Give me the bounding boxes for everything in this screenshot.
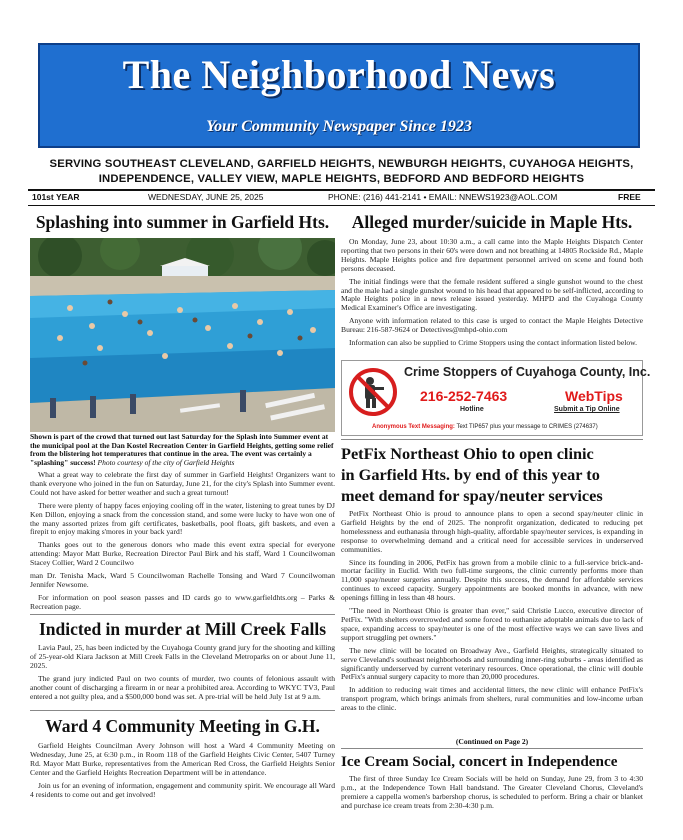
murder-suicide-article-body xyxy=(341,238,643,352)
ice-cream-article-body xyxy=(341,775,643,815)
petfix-headline-line-2: in Garfield Hts. by end of this year to xyxy=(341,465,600,484)
crime-stoppers-ad xyxy=(341,360,651,436)
petfix-paragraph-2: Since its founding in 2006, PetFix has grown from a mobile clinic to a full-service brick-and-mortar facility in Euclid. With two full-time surgeons, the clinic currently performs more than 11,000 spay/neuter surgeries annually. Despite this success, the demand for affordable services continues to exceed capacity. Surgery appointments are booked months in advance, with new openings filling in less than 48 hours. xyxy=(341,557,643,603)
crime-stoppers-title: Crime Stoppers of Cuyahoga County, Inc. xyxy=(404,365,651,379)
issue-date: WEDNESDAY, JUNE 25, 2025 xyxy=(148,192,264,202)
petfix-article-body xyxy=(341,510,643,717)
right-divider-2 xyxy=(341,748,643,749)
indicted-article-body xyxy=(30,644,335,705)
splash-article-body xyxy=(30,471,335,616)
coverage-line-1: SERVING SOUTHEAST CLEVELAND, GARFIELD HEIGHTS, NEWBURGH HEIGHTS, CUYAHOGA HEIGHTS, xyxy=(49,158,634,170)
splash-headline: Splashing into summer in Garfield Hts. xyxy=(35,212,330,232)
text-tip-body: Text TIP657 plus your message to CRIMES (274637) xyxy=(456,424,598,430)
masthead-tagline: Your Community Newspaper Since 1923 xyxy=(206,118,472,135)
murder-suicide-paragraph-1: On Monday, June 23, about 10:30 a.m., a call came into the Maple Heights Dispatch Center reporting that two persons in their 60's were down and not breathing at 14805 Rockside Rd., Maple Heights. Maple Heights police and fire department personnel arrived on scene and found both persons deceased. xyxy=(341,237,643,273)
indicted-headline: Indicted in murder at Mill Creek Falls xyxy=(38,619,327,639)
submit-tip-link[interactable]: Submit a Tip Online xyxy=(554,406,620,413)
petfix-paragraph-4: The new clinic will be located on Broadway Ave., Garfield Heights, strategically situated to serve Cleveland's southeast neighborhoods and surrounding inner-ring suburbs - areas identified as significantly underserved by current veterinary resources. Once operational, the clinic will double PetFix's annual surgery capacity to more than 20,000 procedures. xyxy=(341,645,643,682)
coverage-line-2: INDEPENDENCE, VALLEY VIEW, MAPLE HEIGHTS, BEDFORD AND BEDFORD HEIGHTS xyxy=(98,173,585,185)
photo-caption xyxy=(30,433,335,467)
info-bar-bottom-rule xyxy=(28,205,655,206)
ward4-headline: Ward 4 Community Meeting in G.H. xyxy=(45,716,320,736)
year-label: 101st YEAR xyxy=(32,192,80,202)
crime-stoppers-phone: 216-252-7463 xyxy=(420,388,508,404)
murder-suicide-paragraph-3: Anyone with information related to this case is urged to contact the Maple Heights Detective Bureau: 216-587-9624 or Detectives@mhpd-ohio.com xyxy=(341,316,643,335)
pool-photo xyxy=(30,238,335,432)
murder-suicide-paragraph-4: Information can also be supplied to Crime Stoppers using the contact information listed below. xyxy=(349,338,638,348)
petfix-paragraph-1: PetFix Northeast Ohio is proud to announce plans to open a second spay/neuter clinic in Garfield Heights by the end of 2025. The nonprofit organization, dedicated to reducing pet homelessness and euthanasia through high-quality, affordable spay/neuter services, is expanding in response to overwhelming demand and a critical need for accessible services in underserved communities. xyxy=(341,509,643,554)
continued-on-page-2: (Continued on Page 2) xyxy=(455,737,529,746)
left-divider-1 xyxy=(30,614,335,615)
photo-credit: Photo courtesy of the city of Garfield Heights xyxy=(97,457,235,467)
petfix-paragraph-3: "The need in Northeast Ohio is greater than ever," said Christie Lucco, executive director of PetFix. "With shelters overcrowded and some forced to euthanize adoptable animals due to lack of space, expanding access to spay/neuter is one of the most effective ways we can save lives and support struggling pet owners." xyxy=(341,606,643,642)
price-label: FREE xyxy=(618,192,641,202)
murder-suicide-paragraph-2: The initial findings were that the female resident suffered a single gunshot wound to the chest and the male had a single gunshot wound to his head that appeared to be self-inflicted, according to Maple Heights police in a news release issued yesterday. MHPD and the Cuyahoga County Medical Examiner's Office are investigating. xyxy=(341,276,643,313)
petfix-headline-line-3: meet demand for spay/neuter services xyxy=(341,486,603,505)
webtips-label: WebTips xyxy=(565,388,623,404)
masthead xyxy=(38,43,640,148)
ice-cream-headline: Ice Cream Social, concert in Independence xyxy=(341,753,618,770)
petfix-headline xyxy=(341,443,643,506)
photo-caption-text: Shown is part of the crowd that turned out last Saturday for the Splash into Summer event at the municipal pool at the Dan Kostel Recreation Center in Garfield Heights, getting some relief from the blistering hot temperatures that continue in the area. The event was certainly a "splashing" success! xyxy=(30,432,334,467)
contact-info: PHONE: (216) 441-2141 • EMAIL: NNEWS1923@AOL.COM xyxy=(328,192,558,202)
splash-paragraph-5: For information on pool season passes and ID cards go to www.garfieldhts.org – Parks & Recreation page. xyxy=(30,592,335,611)
murder-suicide-headline: Alleged murder/suicide in Maple Hts. xyxy=(351,212,633,232)
left-divider-2 xyxy=(30,710,335,711)
indicted-paragraph-2: The grand jury indicted Paul on two counts of murder, two counts of felonious assault with another count of discharging a firearm in or near a prohibited area. According to WKYC TV3, Paul entered a not guilty plea, and a $500,000 bond was set. A pre-trial will be held July 1st at 9 a.m. xyxy=(30,673,335,701)
ward4-article-body xyxy=(30,742,335,803)
ward4-paragraph-1: Garfield Heights Councilman Avery Johnson will host a Ward 4 Community Meeting on Wednesday, June 25, at 6:30 p.m., in Room 118 of the Garfield Heights Civic Center, 5407 Turney Rd. Mayor Matt Burke, representatives from the American Red Cross, the Garfield Heights Senior Center and the Garfield Heights Recreation Department will be in attendance. xyxy=(30,741,335,777)
ice-cream-paragraph-1: The first of three Sunday Ice Cream Socials will be held on Sunday, June 29, from 3 to 4:30 p.m., at the Independence Town Hall bandstand. The Greater Cleveland Chorus, Cleveland's premiere a cappella women's barbershop chorus, is scheduled to perform. Bring a chair or blanket and purchase ice cream treats from 2:30-4:30 p.m. xyxy=(341,774,643,810)
splash-paragraph-2: There were plenty of happy faces enjoying cooling off in the water, listening to great tunes by DJ Ken Dillon, enjoying a snack from the concession stand, and some were lucky to have won one of the many assorted prizes from gift certificates, basketballs, pool floats, gift baskets, and even a firepit to enjoy making s'mores in your back yard! xyxy=(30,500,335,537)
petfix-headline-line-1: PetFix Northeast Ohio to open clinic xyxy=(341,444,594,463)
splash-paragraph-3: Thanks goes out to the generous donors who made this event extra special for everyone attending: Mayor Matt Burke, Recreation Director Paul Birk and his staff, Ward 1 Councilwoman Stacey Collier, Ward 2 Councilwo xyxy=(30,540,335,568)
pool-scene-image xyxy=(30,238,335,432)
hotline-label: Hotline xyxy=(460,406,484,413)
info-bar xyxy=(28,191,655,205)
petfix-paragraph-5: In addition to reducing wait times and accidental litters, the new clinic will enhance PetFix's transport program, which brings animals from shelters, rural communities and low-income urban areas to the clinic. xyxy=(341,685,643,713)
text-tip-prefix: Anonymous Text Messaging: xyxy=(372,424,455,430)
text-tip-line xyxy=(372,424,598,430)
masthead-title: The Neighborhood News xyxy=(122,52,556,97)
no-crime-icon xyxy=(348,367,398,417)
splash-paragraph-4: man Dr. Tenisha Mack, Ward 5 Councilwoman Rachelle Tonsing and Ward 7 Councilwoman Jennifer Newsome. xyxy=(30,571,335,589)
indicted-paragraph-1: Lavia Paul, 25, has been indicted by the Cuyahoga County grand jury for the shooting and killing of 25-year-old Kiara Jackson at Mill Creek Falls in the Cleveland Metroparks on or about June 11, 2025. xyxy=(30,643,335,670)
ward4-paragraph-2: Join us for an evening of information, engagement and community spirit. We encourage all Ward 4 residents to come out and get involved! xyxy=(30,780,335,799)
splash-paragraph-1: What a great way to celebrate the first day of summer in Garfield Heights! Organizers want to thank everyone who joined in the fun on Saturday, June 21, for the city's Splash into Summer event. Could not have asked for better weather and such a great turnout! xyxy=(30,470,335,497)
right-divider-1 xyxy=(341,439,643,440)
